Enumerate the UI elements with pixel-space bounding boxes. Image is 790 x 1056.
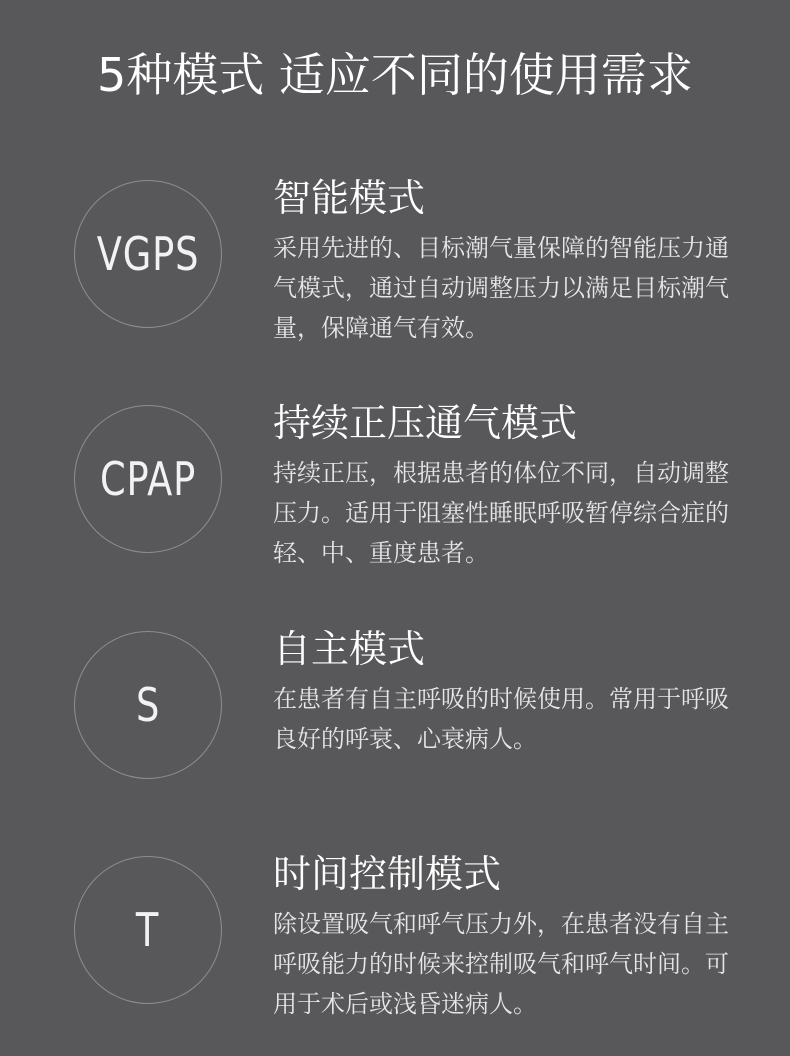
- mode-badge-circle: [74, 180, 222, 328]
- mode-item-cpap: [0, 401, 790, 605]
- mode-item-s: [0, 627, 790, 831]
- mode-title: 自主模式: [273, 627, 426, 671]
- mode-badge-circle: [74, 856, 222, 1004]
- mode-code-label: CPAP: [99, 452, 197, 506]
- mode-title: 智能模式: [273, 176, 426, 220]
- mode-code-label: S: [135, 678, 161, 732]
- mode-description: 在患者有自主呼吸的时候使用。常用于呼吸良好的呼衰、心衰病人。: [273, 685, 729, 753]
- mode-code-label: T: [136, 903, 160, 957]
- mode-description: 采用先进的、目标潮气量保障的智能压力通气模式，通过自动调整压力以满足目标潮气量，保障通气有效。: [273, 234, 729, 342]
- page-title: 5种模式 适应不同的使用需求: [97, 48, 693, 102]
- mode-title: 持续正压通气模式: [273, 401, 578, 445]
- mode-badge-circle: [74, 631, 222, 779]
- mode-badge-circle: [74, 405, 222, 553]
- mode-item-vgps: [0, 176, 790, 380]
- mode-description: 除设置吸气和呼气压力外，在患者没有自主呼吸能力的时候来控制吸气和呼气时间。可用于术后或浅昏迷病人。: [273, 910, 729, 1018]
- mode-item-t: [0, 852, 790, 1056]
- mode-code-label: VGPS: [96, 227, 200, 281]
- mode-title: 时间控制模式: [273, 852, 502, 896]
- mode-description: 持续正压，根据患者的体位不同，自动调整压力。适用于阻塞性睡眠呼吸暂停综合症的轻、中、重度患者。: [273, 459, 729, 567]
